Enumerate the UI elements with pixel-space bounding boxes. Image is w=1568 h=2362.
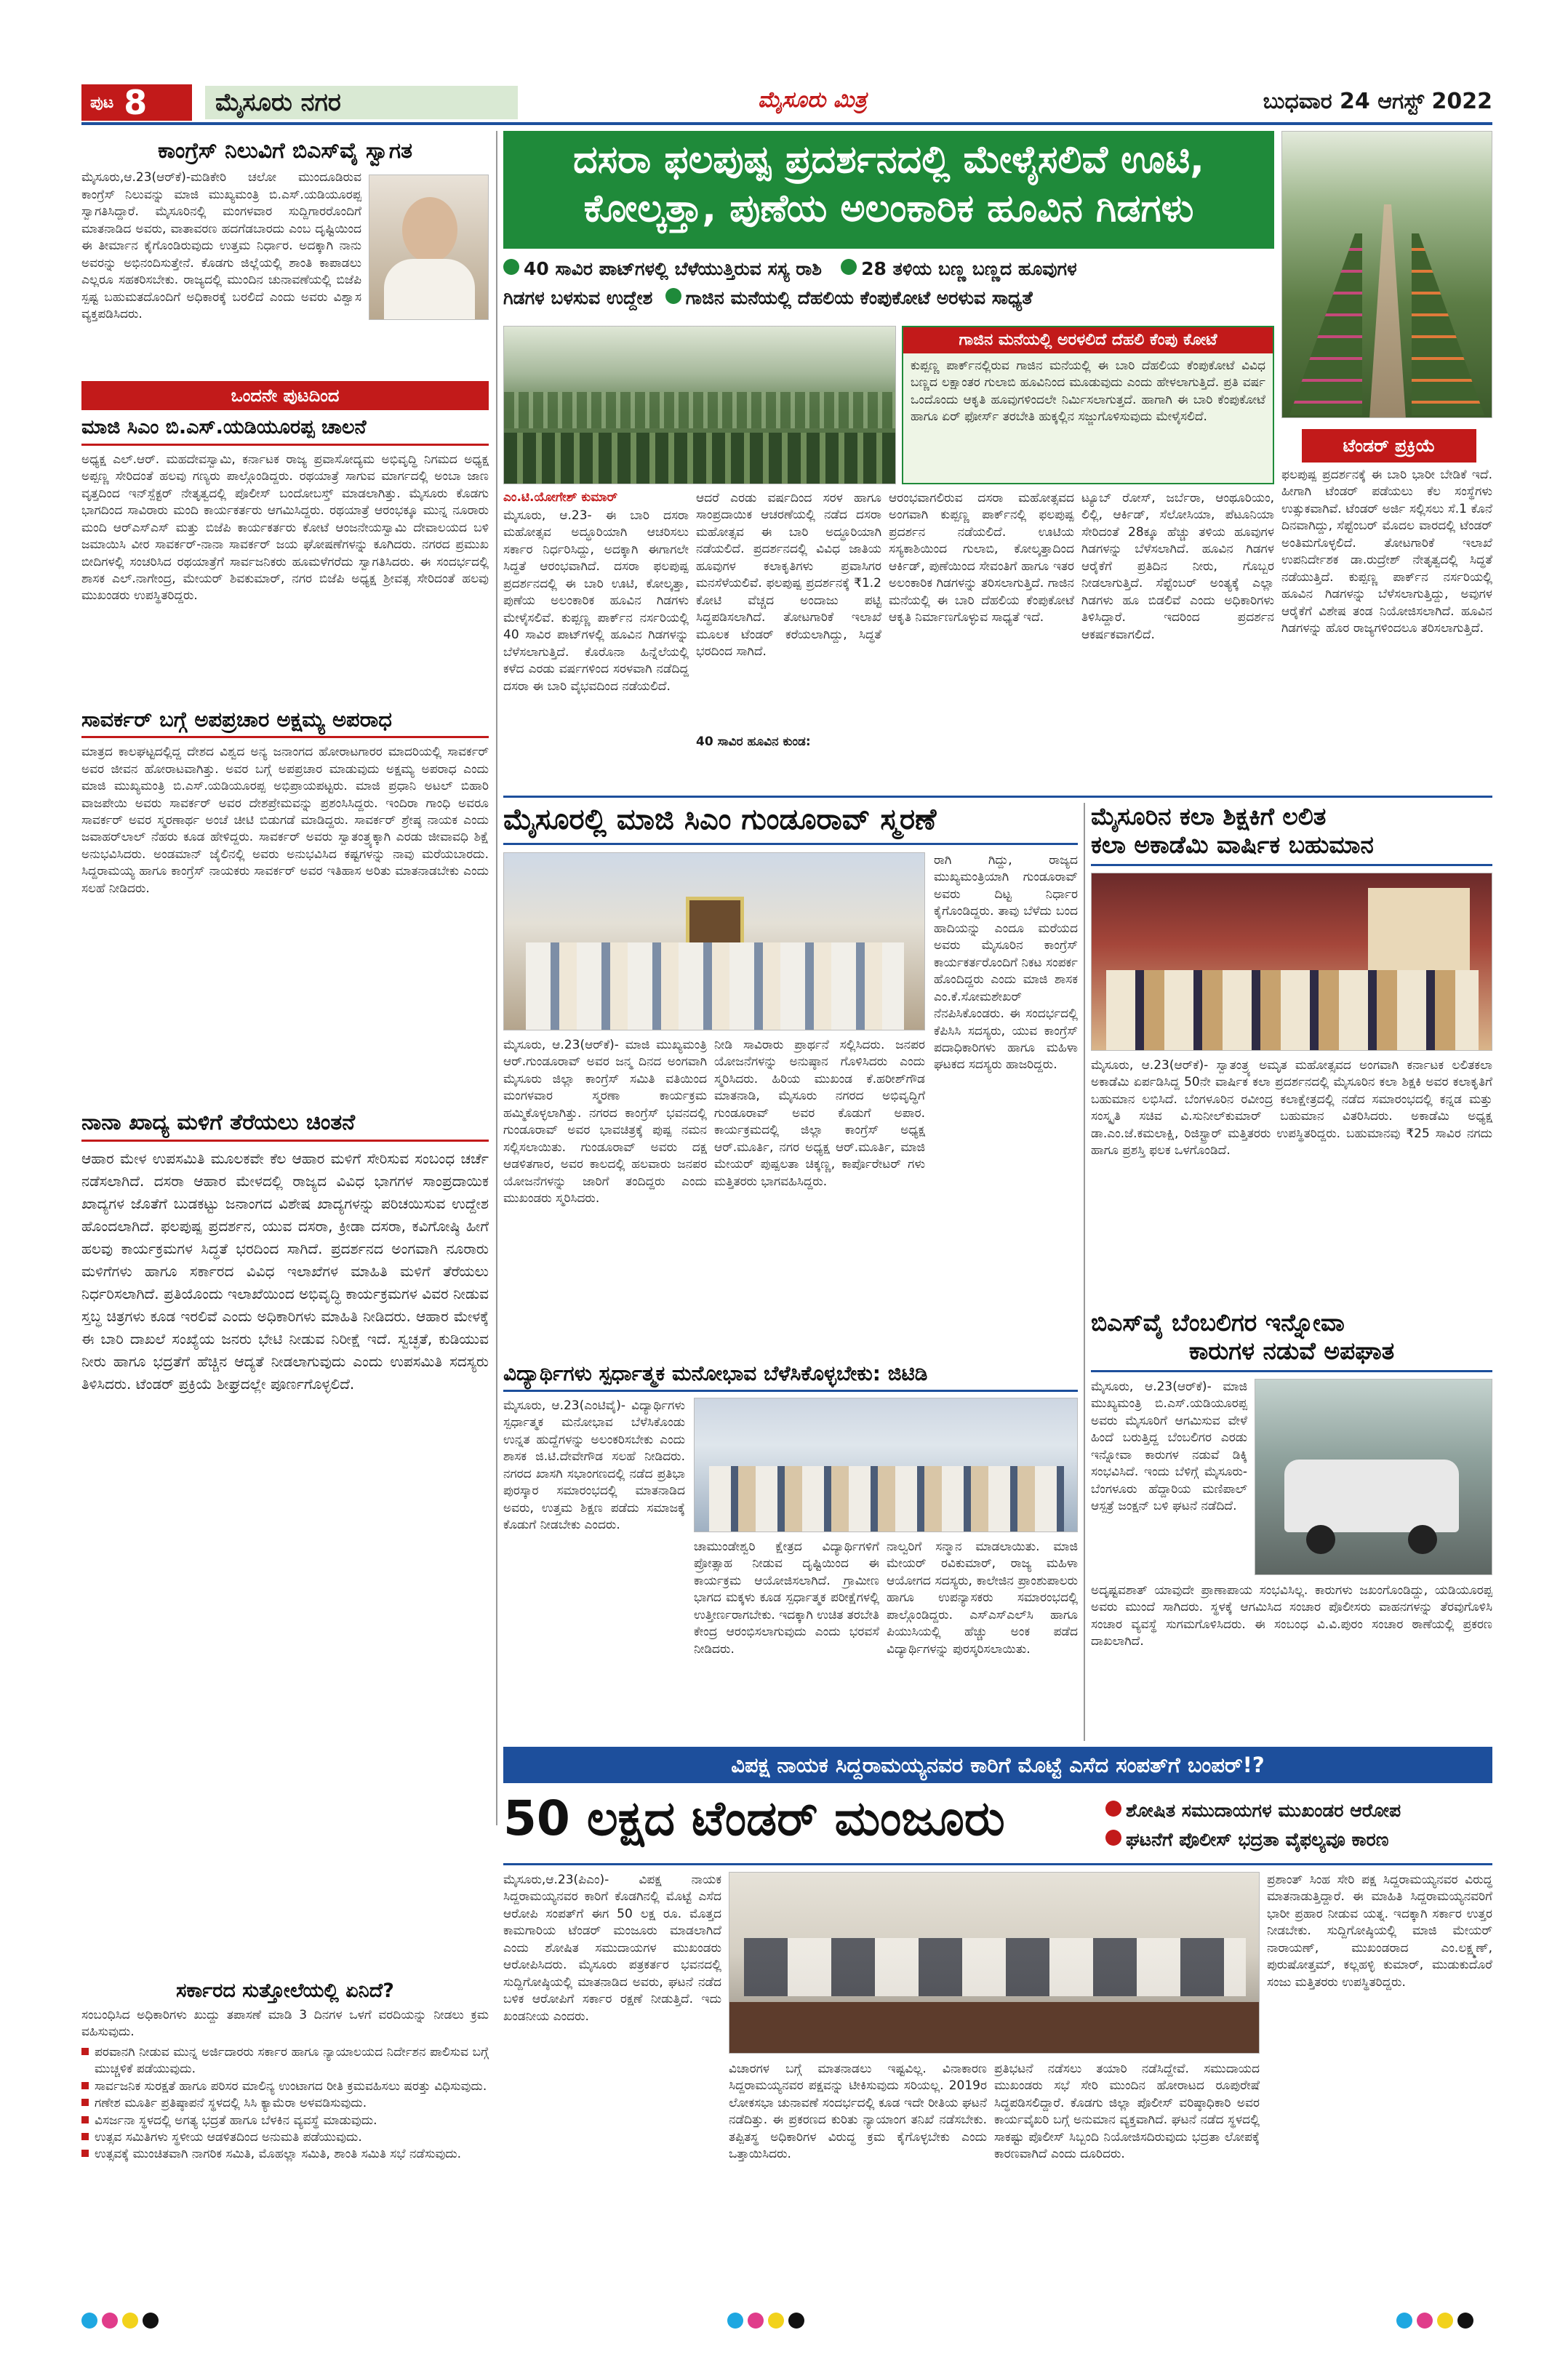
article-headline: ಸಾವರ್ಕರ್ ಬಗ್ಗೆ ಅಪಪ್ರಚಾರ ಅಕ್ಷಮ್ಯ ಅಪರಾಧ — [81, 707, 489, 738]
article-gundurao — [503, 803, 1078, 1356]
registration-marks-right — [1396, 2313, 1478, 2331]
continued-label: ಒಂದನೇ ಪುಟದಿಂದ — [231, 385, 340, 406]
article-bsy-tour — [81, 416, 489, 700]
column-divider — [496, 131, 497, 1825]
glasshouse-box — [902, 326, 1274, 484]
circular-points — [81, 2044, 489, 2163]
bumper-headline: 50 ಲಕ್ಷದ ಟೆಂಡರ್ ಮಂಜೂರು — [503, 1790, 1005, 1846]
article-headline-1: ಬಿಎಸ್‌ವೈ ಬೆಂಬಲಿಗರ ಇನ್ನೋವಾ — [1091, 1308, 1345, 1337]
article-innova — [1091, 1309, 1492, 1740]
registration-marks-left — [81, 2313, 163, 2331]
registration-marks-center — [727, 2313, 809, 2331]
article-headline: ಮೈಸೂರಲ್ಲಿ ಮಾಜಿ ಸಿಎಂ ಗುಂಡೂರಾವ್ ಸ್ಮರಣೆ — [503, 803, 1078, 845]
circular-intro: ಸಂಬಂಧಿಸಿದ ಅಧಿಕಾರಿಗಳು ಖುದ್ದು ತಪಾಸಣೆ ಮಾಡಿ 3 ದಿನಗಳ ಒಳಗೆ ವರದಿಯನ್ನು ನೀಡಲು ಕ್ರಮ ವಹಿಸುವುದು. — [81, 2007, 489, 2040]
bumper-points — [1105, 1796, 1492, 1854]
lead-col-3: ಆರಂಭವಾಗಲಿರುವ ದಸರಾ ಮಹೋತ್ಸವದ ಅಂಗವಾಗಿ ಕುಪ್ಪಣ್ಣ ಪಾರ್ಕ್‌ನಲ್ಲಿ ಫಲಪುಷ್ಪ ಪ್ರದರ್ಶನ ನಡೆಯಲಿದೆ. ಊಟಿಯ ಸಸ್ಯಕಾಶಿಯಿಂದ ಗುಲಾಬಿ, ಕೋಲ್ಕತ್ತಾದಿಂದ ಆರ್ಕಿಡ್, ಪುಣೆಯಿಂದ ಸೇವಂತಿಗೆ ಹಾಗೂ ಇತರ ಅಲಂಕಾರಿಕ ಗಿಡಗಳನ್ನು ತರಿಸಲಾಗುತ್ತಿದೆ. ಗಾಜಿನ ಮನೆಯಲ್ಲಿ ಈ ಬಾರಿ ದೆಹಲಿಯ ಕೆಂಪುಕೋಟೆ ಆಕೃತಿ ನಿರ್ಮಾಣಗೊಳ್ಳುವ ಸಾಧ್ಯತೆ ಇದೆ. — [889, 491, 1074, 625]
masthead — [81, 81, 1492, 125]
lead-col-1: ಮೈಸೂರು, ಆ.23- ಈ ಬಾರಿ ದಸರಾ ಮಹೋತ್ಸವ ಅದ್ಧೂರಿಯಾಗಿ ಆಚರಿಸಲು ಸರ್ಕಾರ ನಿರ್ಧರಿಸಿದ್ದು, ಅದಕ್ಕಾಗಿ ಈಗಾಗಲೇ ಸಿದ್ಧತೆ ಆರಂಭವಾಗಿದೆ. ದಸರಾ ಫಲಪುಷ್ಪ ಪ್ರದರ್ಶನದಲ್ಲಿ ಈ ಬಾರಿ ಊಟಿ, ಕೋಲ್ಕತ್ತಾ, ಪುಣೆಯ ಅಲಂಕಾರಿಕ ಹೂವಿನ ಗಿಡಗಳು ಮೇಳೈಸಲಿವೆ. ಕುಪ್ಪಣ್ಣ ಪಾರ್ಕ್‌ನ ನರ್ಸರಿಯಲ್ಲಿ 40 ಸಾವಿರ ಪಾಟ್‌ಗಳಲ್ಲಿ ಹೂವಿನ ಗಿಡಗಳನ್ನು ಬೆಳೆಸಲಾಗುತ್ತಿದೆ. ಕೊರೊನಾ ಹಿನ್ನೆಲೆಯಲ್ಲಿ ಕಳೆದ ಎರಡು ವರ್ಷಗಳಿಂದ ಸರಳವಾಗಿ ನಡೆದಿದ್ದ ದಸರಾ ಈ ಬಾರಿ ವೈಭವದಿಂದ ನಡೆಯಲಿದೆ. — [503, 508, 689, 694]
circular-point: ಉತ್ಸವ ಸಮಿತಿಗಳು ಸ್ಥಳೀಯ ಆಡಳಿತದಿಂದ ಅನುಮತಿ ಪಡೆಯುವುದು. — [81, 2129, 489, 2146]
bumper-col-3: ಪ್ರತಿಭಟನೆ ನಡೆಸಲು ತಯಾರಿ ನಡೆಸಿದ್ದೇವೆ. ಸಮುದಾಯದ ಮುಖಂಡರು ಸಭೆ ಸೇರಿ ಮುಂದಿನ ಹೋರಾಟದ ರೂಪುರೇಷೆ ಸಿದ್ಧಪಡಿಸಲಿದ್ದಾರೆ. ಕೊಡಗು ಜಿಲ್ಲಾ ಪೊಲೀಸ್ ವರಿಷ್ಠಾಧಿಕಾರಿ ಅವರ ಕಾರ್ಯವೈಖರಿ ಬಗ್ಗೆ ಅನುಮಾನ ವ್ಯಕ್ತವಾಗಿದೆ. ಘಟನೆ ನಡೆದ ಸ್ಥಳದಲ್ಲಿ ಸಾಕಷ್ಟು ಪೊಲೀಸ್ ಸಿಬ್ಬಂದಿ ನಿಯೋಜಿಸದಿರುವುದು ಭದ್ರತಾ ಲೋಪಕ್ಕೆ ಕಾರಣವಾಗಿದೆ ಎಂದು ದೂರಿದರು. — [994, 2062, 1260, 2162]
circular-point: ಗಣೇಶ ಮೂರ್ತಿ ಪ್ರತಿಷ್ಠಾಪನೆ ಸ್ಥಳದಲ್ಲಿ ಸಿಸಿ ಕ್ಯಾಮೆರಾ ಅಳವಡಿಸುವುದು. — [81, 2095, 489, 2112]
continued-banner — [81, 381, 489, 410]
students-event-photo — [694, 1398, 1078, 1532]
article-lalitha — [1091, 803, 1492, 1305]
lead-bullet-row: 40 ಸಾವಿರ ಪಾಟ್‌ಗಳಲ್ಲಿ ಬೆಳೆಯುತ್ತಿರುವ ಸಸ್ಯ ರಾಶಿ 28 ತಳಿಯ ಬಣ್ಣ ಬಣ್ಣದ ಹೂವುಗಳ — [503, 255, 1274, 284]
article-headline: ಸರ್ಕಾರದ ಸುತ್ತೋಲೆಯಲ್ಲಿ ಏನಿದೆ? — [176, 1979, 394, 2002]
gundurao-col-2: ನೀಡಿ ಸಾವಿರಾರು ಪ್ರಾರ್ಥನೆ ಸಲ್ಲಿಸಿದರು. ಜನಪರ ಯೋಜನೆಗಳನ್ನು ಅನುಷ್ಠಾನ ಗೊಳಿಸಿದರು ಎಂದು ಸ್ಮರಿಸಿದರು. ಹಿರಿಯ ಮುಖಂಡ ಕೆ.ಹರೀಶ್‌ಗೌಡ ಮಾತನಾಡಿ, ಮೈಸೂರು ನಗರದ ಅಭಿವೃದ್ಧಿಗೆ ಗುಂಡೂರಾವ್ ಅವರ ಕೊಡುಗೆ ಅಪಾರ. ಕಾರ್ಯಕ್ರಮದಲ್ಲಿ ಜಿಲ್ಲಾ ಕಾಂಗ್ರೆಸ್ ಅಧ್ಯಕ್ಷ ಆರ್.ಮೂರ್ತಿ, ನಗರ ಅಧ್ಯಕ್ಷ ಆರ್.ಮೂರ್ತಿ, ಮಾಜಿ ಮೇಯರ್ ಪುಷ್ಪಲತಾ ಚಿಕ್ಕಣ್ಣ, ಕಾರ್ಪೊರೇಟರ್ ಗಳು ಮತ್ತಿತರರು ಭಾಗವಹಿಸಿದ್ದರು. — [714, 1038, 925, 1189]
article-body: ಮೈಸೂರು,ಆ.23(ಆರ್‌ಕೆ)-ಮಡಿಕೇರಿ ಚಲೋ ಮುಂದೂಡಿರುವ ಕಾಂಗ್ರೆಸ್ ನಿಲುವನ್ನು ಮಾಜಿ ಮುಖ್ಯಮಂತ್ರಿ ಬಿ.ಎಸ್.ಯಡಿಯೂರಪ್ಪ ಸ್ವಾಗತಿಸಿದ್ದಾರೆ. ಮೈಸೂರಿನಲ್ಲಿ ಮಂಗಳವಾರ ಸುದ್ದಿಗಾರರೊಂದಿಗೆ ಮಾತನಾಡಿದ ಅವರು, ವಾತಾವರಣ ಹದಗೆಡಬಾರದು ಎಂಬ ದೃಷ್ಟಿಯಿಂದ ಈ ತೀರ್ಮಾನ ಕೈಗೊಂಡಿರುವುದು ಉತ್ತಮ ನಿರ್ಧಾರ. ಅದಕ್ಕಾಗಿ ನಾನು ಅವರನ್ನು ಅಭಿನಂದಿಸುತ್ತೇನೆ. ಕೊಡಗು ಜಿಲ್ಲೆಯಲ್ಲಿ ಶಾಂತಿ ಕಾಪಾಡಲು ಎಲ್ಲರೂ ಸಹಕರಿಸಬೇಕು. ರಾಜ್ಯದಲ್ಲಿ ಮುಂದಿನ ಚುನಾವಣೆಯಲ್ಲಿ ಬಿಜೆಪಿ ಸ್ಪಷ್ಟ ಬಹುಮತದೊಂದಿಗೆ ಅಧಿಕಾರಕ್ಕೆ ಬರಲಿದೆ ಎಂದು ಅವರು ವಿಶ್ವಾಸ ವ್ಯಕ್ತಪಡಿಸಿದರು. — [81, 170, 361, 322]
article-body: ಮೈಸೂರು, ಆ.23(ಆರ್‌ಕೆ)- ಸ್ವಾತಂತ್ರ್ಯ ಅಮೃತ ಮಹೋತ್ಸವದ ಅಂಗವಾಗಿ ಕರ್ನಾಟಕ ಲಲಿತಕಲಾ ಅಕಾಡೆಮಿ ಏರ್ಪಡಿಸಿದ್ದ 50ನೇ ವಾರ್ಷಿಕ ಕಲಾ ಪ್ರದರ್ಶನದಲ್ಲಿ ಮೈಸೂರಿನ ಕಲಾ ಶಿಕ್ಷಕಿ ಅವರ ಕಲಾಕೃತಿಗೆ ಬಹುಮಾನ ಲಭಿಸಿದೆ. ಬೆಂಗಳೂರಿನ ರವೀಂದ್ರ ಕಲಾಕ್ಷೇತ್ರದಲ್ಲಿ ನಡೆದ ಸಮಾರಂಭದಲ್ಲಿ ಕನ್ನಡ ಮತ್ತು ಸಂಸ್ಕೃತಿ ಸಚಿವ ವಿ.ಸುನೀಲ್‌ಕುಮಾರ್ ಬಹುಮಾನ ವಿತರಿಸಿದರು. ಅಕಾಡೆಮಿ ಅಧ್ಯಕ್ಷ ಡಾ.ಎಂ.ಜೆ.ಕಮಲಾಕ್ಷಿ, ರಿಜಿಸ್ಟ್ರಾರ್ ಮತ್ತಿತರರು ಉಪಸ್ಥಿತರಿದ್ದರು. ಬಹುಮಾನವು ₹25 ಸಾವಿರ ನಗದು ಹಾಗೂ ಪ್ರಶಸ್ತಿ ಫಲಕ ಒಳಗೊಂಡಿದೆ. — [1091, 1058, 1492, 1158]
article-headline-2: ಕಾರುಗಳ ನಡುವೆ ಅಪಘಾತ — [1091, 1337, 1492, 1372]
lead-byline: ಎಂ.ಟಿ.ಯೋಗೇಶ್ ಕುಮಾರ್ — [503, 490, 618, 505]
circular-point: ಪರವಾನಗಿ ನೀಡುವ ಮುನ್ನ ಅರ್ಜಿದಾರರು ಸರ್ಕಾರ ಹಾಗೂ ನ್ಯಾಯಾಲಯದ ನಿರ್ದೇಶನ ಪಾಲಿಸುವ ಬಗ್ಗೆ ಮುಚ್ಚಳಿಕೆ ಪಡೆಯುವುದು. — [81, 2044, 489, 2078]
bullet-dot — [1105, 1801, 1121, 1817]
glasshouse-headline: ಗಾಜಿನ ಮನೆಯಲ್ಲಿ ಅರಳಲಿದೆ ದೆಹಲಿ ಕೆಂಪು ಕೋಟೆ — [903, 327, 1273, 353]
bumper-strip — [503, 1747, 1492, 1783]
lead-headline-line1: ದಸರಾ ಫಲಪುಷ್ಪ ಪ್ರದರ್ಶನದಲ್ಲಿ ಮೇಳೈಸಲಿವೆ ಊಟಿ, — [573, 138, 1204, 182]
circular-point: ಸಾರ್ವಜನಿಕ ಸುರಕ್ಷತೆ ಹಾಗೂ ಪರಿಸರ ಮಾಲಿನ್ಯ ಉಂಟಾಗದ ರೀತಿ ಕ್ರಮವಹಿಸಲು ಷರತ್ತು ವಿಧಿಸುವುದು. — [81, 2078, 489, 2095]
bullet-dot — [665, 288, 681, 304]
article-headline-2: ಕಲಾ ಅಕಾಡೆಮಿ ವಾರ್ಷಿಕ ಬಹುಮಾನ — [1091, 831, 1492, 866]
article-savarkar — [81, 707, 489, 1100]
lead-bullets — [503, 255, 1274, 320]
tender-badge: ಟೆಂಡರ್ ಪ್ರಕ್ರಿಯೆ — [1302, 429, 1476, 463]
award-ceremony-photo — [1091, 873, 1492, 1051]
tender-body: ಫಲಪುಷ್ಪ ಪ್ರದರ್ಶನಕ್ಕೆ ಈ ಬಾರಿ ಭಾರೀ ಬೇಡಿಕೆ ಇದೆ. ಹೀಗಾಗಿ ಟೆಂಡರ್ ಪಡೆಯಲು ಕೆಲ ಸಂಸ್ಥೆಗಳು ಉತ್ಸುಕವಾಗಿವೆ. ಟೆಂಡರ್ ಅರ್ಜಿ ಸಲ್ಲಿಸಲು ಸೆ.1 ಕೊನೆ ದಿನವಾಗಿದ್ದು, ಸೆಪ್ಟೆಂಬರ್ ಮೊದಲ ವಾರದಲ್ಲಿ ಟೆಂಡರ್ ಅಂತಿಮಗೊಳ್ಳಲಿದೆ. ತೋಟಗಾರಿಕೆ ಇಲಾಖೆ ಉಪನಿರ್ದೇಶಕ ಡಾ.ರುದ್ರೇಶ್ ನೇತೃತ್ವದಲ್ಲಿ ಸಿದ್ಧತೆ ನಡೆಯುತ್ತಿದೆ. ಕುಪ್ಪಣ್ಣ ಪಾರ್ಕ್‌ನ ನರ್ಸರಿಯಲ್ಲಿ ಹೂವಿನ ಗಿಡಗಳನ್ನು ಬೆಳೆಸಲಾಗುತ್ತಿದ್ದು, ಅವುಗಳ ಆರೈಕೆಗೆ ವಿಶೇಷ ತಂಡ ನಿಯೋಜಿಸಲಾಗಿದೆ. ಹೂವಿನ ಗಿಡಗಳನ್ನು ಹೊರ ರಾಜ್ಯಗಳಿಂದಲೂ ತರಿಸಲಾಗುತ್ತಿದೆ. — [1281, 468, 1492, 636]
students-col-2: ಚಾಮುಂಡೇಶ್ವರಿ ಕ್ಷೇತ್ರದ ವಿದ್ಯಾರ್ಥಿಗಳಿಗೆ ಪ್ರೋತ್ಸಾಹ ನೀಡುವ ದೃಷ್ಟಿಯಿಂದ ಈ ಕಾರ್ಯಕ್ರಮ ಆಯೋಜಿಸಲಾಗಿದೆ. ಗ್ರಾಮೀಣ ಭಾಗದ ಮಕ್ಕಳು ಕೂಡ ಸ್ಪರ್ಧಾತ್ಮಕ ಪರೀಕ್ಷೆಗಳಲ್ಲಿ ಉತ್ತೀರ್ಣರಾಗಬೇಕು. ಇದಕ್ಕಾಗಿ ಉಚಿತ ತರಬೇತಿ ಕೇಂದ್ರ ಆರಂಭಿಸಲಾಗುವುದು ಎಂದು ಭರವಸೆ ನೀಡಿದರು. — [694, 1540, 879, 1657]
lead-headline-line2: ಕೋಲ್ಕತ್ತಾ, ಪುಣೆಯ ಅಲಂಕಾರಿಕ ಹೂವಿನ ಗಿಡಗಳು — [583, 187, 1194, 231]
page-label: ಪುಟ — [90, 93, 114, 112]
innova-col-1: ಮೈಸೂರು, ಆ.23(ಆರ್‌ಕೆ)- ಮಾಜಿ ಮುಖ್ಯಮಂತ್ರಿ ಬಿ.ಎಸ್.ಯಡಿಯೂರಪ್ಪ ಅವರು ಮೈಸೂರಿಗೆ ಆಗಮಿಸುವ ವೇಳೆ ಹಿಂದೆ ಬರುತ್ತಿದ್ದ ಬೆಂಬಲಿಗರ ಎರಡು ಇನ್ನೋವಾ ಕಾರುಗಳ ನಡುವೆ ಡಿಕ್ಕಿ ಸಂಭವಿಸಿದೆ. ಇಂದು ಬೆಳಿಗ್ಗೆ ಮೈಸೂರು-ಬೆಂಗಳೂರು ಹೆದ್ದಾರಿಯ ಮಣಿಪಾಲ್ ಆಸ್ಪತ್ರೆ ಜಂಕ್ಷನ್ ಬಳಿ ಘಟನೆ ನಡೆದಿದೆ. — [1091, 1380, 1247, 1514]
section-rule — [503, 796, 1492, 798]
article-headline-1: ಮೈಸೂರಿನ ಕಲಾ ಶಿಕ್ಷಕಿಗೆ ಲಲಿತ — [1091, 802, 1327, 830]
article-food — [81, 1110, 489, 1968]
bumper-col-4: ಪ್ರಶಾಂತ್ ಸಿಂಹ ಸೇರಿ ಪಕ್ಷ ಸಿದ್ದರಾಮಯ್ಯನವರ ವಿರುದ್ಧ ಮಾತನಾಡುತ್ತಿದ್ದಾರೆ. ಈ ಮಾಹಿತಿ ಸಿದ್ದರಾಮಯ್ಯನವರಿಗೆ ಭಾರೀ ಪ್ರಹಾರ ನೀಡುವ ಯತ್ನ. ಇದಕ್ಕಾಗಿ ಸರ್ಕಾರ ಉತ್ತರ ನೀಡಬೇಕು. ಸುದ್ದಿಗೋಷ್ಠಿಯಲ್ಲಿ ಮಾಜಿ ಮೇಯರ್ ನಾರಾಯಣ್, ಮುಖಂಡರಾದ ಎಂ.ಲಕ್ಷ್ಮಣ್, ಪುರುಷೋತ್ತಮ್, ಕಲ್ಲಹಳ್ಳಿ ಕುಮಾರ್, ಮುಡುಕುದೊರೆ ಸಂಜು ಮತ್ತಿತರರು ಉಪಸ್ಥಿತರಿದ್ದರು. — [1267, 1873, 1492, 1990]
page-number-badge — [81, 84, 192, 121]
accident-photo — [1255, 1379, 1492, 1575]
bullet-dot — [1105, 1830, 1121, 1846]
lead-col-2: ಆದರೆ ಎರಡು ವರ್ಷದಿಂದ ಸರಳ ಹಾಗೂ ಸಾಂಪ್ರದಾಯಿಕ ಆಚರಣೆಯಲ್ಲಿ ನಡೆದ ದಸರಾ ಮಹೋತ್ಸವ ಈ ಬಾರಿ ಅದ್ಧೂರಿಯಾಗಿ ನಡೆಯಲಿದೆ. ಪ್ರದರ್ಶನದಲ್ಲಿ ವಿವಿಧ ಜಾತಿಯ ಹೂವುಗಳ ಕಲಾಕೃತಿಗಳು ಪ್ರವಾಸಿಗರ ಮನಸೆಳೆಯಲಿವೆ. ಫಲಪುಷ್ಪ ಪ್ರದರ್ಶನಕ್ಕೆ ₹1.2 ಕೋಟಿ ವೆಚ್ಚದ ಅಂದಾಜು ಪಟ್ಟಿ ಸಿದ್ಧಪಡಿಸಲಾಗಿದೆ. ತೋಟಗಾರಿಕೆ ಇಲಾಖೆ ಮೂಲಕ ಟೆಂಡರ್ ಕರೆಯಲಾಗಿದ್ದು, ಸಿದ್ಧತೆ ಭರದಿಂದ ಸಾಗಿದೆ. — [696, 491, 881, 660]
paper-logo: ಮೈಸೂರು ಮಿತ್ರ — [758, 87, 867, 113]
article-congress — [81, 138, 489, 378]
article-headline: ವಿದ್ಯಾರ್ಥಿಗಳು ಸ್ಪರ್ಧಾತ್ಮಕ ಮನೋಭಾವ ಬೆಳೆಸಿಕೊಳ್ಳಬೇಕು: ಜಿಟಿಡಿ — [503, 1361, 1078, 1392]
article-body: ಅಧ್ಯಕ್ಷ ಎಲ್.ಆರ್. ಮಹದೇವಸ್ವಾಮಿ, ಕರ್ನಾಟಕ ರಾಜ್ಯ ಪ್ರವಾಸೋದ್ಯಮ ಅಭಿವೃದ್ಧಿ ನಿಗಮದ ಅಧ್ಯಕ್ಷ ಅಪ್ಪಣ್ಣ ಸೇರಿದಂತೆ ಹಲವು ಗಣ್ಯರು ಪಾಲ್ಗೊಂಡಿದ್ದರು. ರಥಯಾತ್ರೆ ಸಾಗುವ ಮಾರ್ಗದಲ್ಲಿ ಅಂಬಾ ಜಾಣ ವೃತ್ತದಿಂದ ಇನ್‌ಸ್ಪೆಕ್ಟರ್ ನೇತೃತ್ವದಲ್ಲಿ ಪೊಲೀಸ್ ಬಂದೋಬಸ್ತ್ ಮಾಡಲಾಗಿತ್ತು. ಮೈಸೂರು ಕೊಡಗು ಭಾಗದಿಂದ ಸಾವಿರಾರು ಮಂದಿ ಕಾರ್ಯಕರ್ತರು ಆಗಮಿಸಿದ್ದರು. ರಥಯಾತ್ರೆ ಆರಂಭಕ್ಕೂ ಮುನ್ನ ನೂರಾರು ಮಂದಿ ಆರ್‌ಎಸ್‌ಎಸ್ ಮತ್ತು ಬಿಜೆಪಿ ಕಾರ್ಯಕರ್ತರು ಕೋಟೆ ಆಂಜನೇಯಸ್ವಾಮಿ ದೇವಾಲಯದ ಬಳಿ ಜಮಾಯಿಸಿ ವೀರ ಸಾವರ್ಕರ್-ನಾನಾ ಸಾವರ್ಕರ್ ಜಯ ಘೋಷಣೆಗಳನ್ನು ಕೂಗಿದರು. ನಗರದ ಪ್ರಮುಖ ಬೀದಿಗಳಲ್ಲಿ ಸಂಚರಿಸಿದ ರಥಯಾತ್ರೆಗೆ ಸಾರ್ವಜನಿಕರು ಹೂಮಳೆಗರೆದು ಸ್ವಾಗತಿಸಿದರು. ಈ ಸಂದರ್ಭದಲ್ಲಿ ಶಾಸಕ ಎಲ್.ನಾಗೇಂದ್ರ, ಮೇಯರ್ ಶಿವಕುಮಾರ್, ನಗರ ಬಿಜೆಪಿ ಅಧ್ಯಕ್ಷ ಶ್ರೀವತ್ಸ ಸೇರಿದಂತೆ ಹಲವು ಮುಖಂಡರು ಉಪಸ್ಥಿತರಿದ್ದರು. — [81, 452, 489, 604]
bumper-strip-text: ವಿಪಕ್ಷ ನಾಯಕ ಸಿದ್ದರಾಮಯ್ಯನವರ ಕಾರಿಗೆ ಮೊಟ್ಟೆ ಎಸೆದ ಸಂಪತ್‌ಗೆ ಬಂಪರ್!? — [731, 1753, 1265, 1777]
column-divider — [1084, 803, 1085, 1741]
section-rule — [503, 1863, 1492, 1865]
garden-path-photo — [1281, 131, 1492, 418]
gundurao-col-1: ಮೈಸೂರು, ಆ.23(ಆರ್‌ಕೆ)- ಮಾಜಿ ಮುಖ್ಯಮಂತ್ರಿ ಆರ್.ಗುಂಡೂರಾವ್ ಅವರ ಜನ್ಮ ದಿನದ ಅಂಗವಾಗಿ ಮೈಸೂರು ಜಿಲ್ಲಾ ಕಾಂಗ್ರೆಸ್ ಸಮಿತಿ ವತಿಯಿಂದ ಮಂಗಳವಾರ ಸ್ಮರಣಾ ಕಾರ್ಯಕ್ರಮ ಹಮ್ಮಿಕೊಳ್ಳಲಾಗಿತ್ತು. ನಗರದ ಕಾಂಗ್ರೆಸ್ ಭವನದಲ್ಲಿ ಗುಂಡೂರಾವ್ ಅವರ ಭಾವಚಿತ್ರಕ್ಕೆ ಪುಷ್ಪ ನಮನ ಸಲ್ಲಿಸಲಾಯಿತು. ಗುಂಡೂರಾವ್ ಅವರು ದಕ್ಷ ಆಡಳಿತಗಾರ, ಅವರ ಕಾಲದಲ್ಲಿ ಹಲವಾರು ಜನಪರ ಯೋಜನೆಗಳನ್ನು ಜಾರಿಗೆ ತಂದಿದ್ದರು ಎಂದು ಮುಖಂಡರು ಸ್ಮರಿಸಿದರು. — [503, 1038, 707, 1206]
press-meet-photo — [729, 1872, 1260, 2054]
bumper-point: ಶೋಷಿತ ಸಮುದಾಯಗಳ ಮುಖಂಡರ ಆರೋಪ — [1105, 1796, 1492, 1825]
gundurao-col-3: ರಾಗಿ ಗಿದ್ದು, ರಾಜ್ಯದ ಮುಖ್ಯಮಂತ್ರಿಯಾಗಿ ಗುಂಡೂರಾವ್ ಅವರು ದಿಟ್ಟ ನಿರ್ಧಾರ ಕೈಗೊಂಡಿದ್ದರು. ತಾವು ಬೆಳೆದು ಬಂದ ಹಾದಿಯನ್ನು ಎಂದೂ ಮರೆಯದ ಅವರು ಮೈಸೂರಿನ ಕಾಂಗ್ರೆಸ್ ಕಾರ್ಯಕರ್ತರೊಂದಿಗೆ ನಿಕಟ ಸಂಪರ್ಕ ಹೊಂದಿದ್ದರು ಎಂದು ಮಾಜಿ ಶಾಸಕ ಎಂ.ಕೆ.ಸೋಮಶೇಖರ್ ನೆನಪಿಸಿಕೊಂಡರು. ಈ ಸಂದರ್ಭದಲ್ಲಿ ಕೆಪಿಸಿಸಿ ಸದಸ್ಯರು, ಯುವ ಕಾಂಗ್ರೆಸ್ ಪದಾಧಿಕಾರಿಗಳು ಹಾಗೂ ಮಹಿಳಾ ಘಟಕದ ಸದಸ್ಯರು ಹಾಜರಿದ್ದರು. — [934, 853, 1078, 1073]
bumper-col-2: ವಿಚಾರಗಳ ಬಗ್ಗೆ ಮಾತನಾಡಲು ಇಷ್ಟವಿಲ್ಲ. ವಿನಾಕಾರಣ ಸಿದ್ದರಾಮಯ್ಯನವರ ಪಕ್ಷವನ್ನು ಟೀಕಿಸುವುದು ಸರಿಯಲ್ಲ. 2019ರ ಲೋಕಸಭಾ ಚುನಾವಣೆ ಸಂದರ್ಭದಲ್ಲಿ ಕೂಡ ಇದೇ ರೀತಿಯ ಘಟನೆ ನಡೆದಿತ್ತು. ಈ ಪ್ರಕರಣದ ಕುರಿತು ನ್ಯಾಯಾಂಗ ತನಿಖೆ ನಡೆಸಬೇಕು. ತಪ್ಪಿತಸ್ಥ ಅಧಿಕಾರಿಗಳ ವಿರುದ್ಧ ಕ್ರಮ ಕೈಗೊಳ್ಳಬೇಕು ಎಂದು ಒತ್ತಾಯಿಸಿದರು. — [729, 2062, 987, 2162]
lead-bullet-row: ಗಿಡಗಳ ಬಳಸುವ ಉದ್ದೇಶ ಗಾಜಿನ ಮನೆಯಲ್ಲಿ ದೆಹಲಿಯ ಕೆಂಪುಕೋಟೆ ಅರಳುವ ಸಾಧ್ಯತೆ — [503, 287, 1033, 308]
article-headline: ಮಾಜಿ ಸಿಎಂ ಬಿ.ಎಸ್.ಯಡಿಯೂರಪ್ಪ ಚಾಲನೆ — [81, 416, 489, 446]
lead-headline-box — [503, 131, 1274, 249]
innova-col-2: ಅದೃಷ್ಟವಶಾತ್ ಯಾವುದೇ ಪ್ರಾಣಾಪಾಯ ಸಂಭವಿಸಿಲ್ಲ. ಕಾರುಗಳು ಜಖಂಗೊಂಡಿದ್ದು, ಯಡಿಯೂರಪ್ಪ ಅವರು ಮುಂದೆ ಸಾಗಿದರು. ಸ್ಥಳಕ್ಕೆ ಆಗಮಿಸಿದ ಸಂಚಾರ ಪೊಲೀಸರು ವಾಹನಗಳನ್ನು ತೆರವುಗೊಳಿಸಿ ಸಂಚಾರ ವ್ಯವಸ್ಥೆ ಸುಗಮಗೊಳಿಸಿದರು. ಈ ಸಂಬಂಧ ವಿ.ವಿ.ಪುರಂ ಸಂಚಾರ ಠಾಣೆಯಲ್ಲಿ ಪ್ರಕರಣ ದಾಖಲಾಗಿದೆ. — [1091, 1583, 1492, 1649]
article-headline: ನಾನಾ ಖಾದ್ಯ ಮಳಿಗೆ ತೆರೆಯಲು ಚಿಂತನೆ — [81, 1110, 489, 1142]
students-col-3: ನಾಲ್ವರಿಗೆ ಸನ್ಮಾನ ಮಾಡಲಾಯಿತು. ಮಾಜಿ ಮೇಯರ್ ರವಿಕುಮಾರ್, ರಾಜ್ಯ ಮಹಿಳಾ ಆಯೋಗದ ಸದಸ್ಯರು, ಕಾಲೇಜಿನ ಪ್ರಾಂಶುಪಾಲರು ಹಾಗೂ ಉಪನ್ಯಾಸಕರು ಸಮಾರಂಭದಲ್ಲಿ ಪಾಲ್ಗೊಂಡಿದ್ದರು. ಎಸ್‌ಎಸ್‌ಎಲ್‌ಸಿ ಹಾಗೂ ಪಿಯುಸಿಯಲ್ಲಿ ಹೆಚ್ಚು ಅಂಕ ಪಡೆದ ವಿದ್ಯಾರ್ಥಿಗಳನ್ನು ಪುರಸ್ಕರಿಸಲಾಯಿತು. — [887, 1540, 1078, 1657]
bumper-col-1: ಮೈಸೂರು,ಆ.23(ಪಿಎಂ)- ವಿಪಕ್ಷ ನಾಯಕ ಸಿದ್ದರಾಮಯ್ಯನವರ ಕಾರಿಗೆ ಕೊಡಗಿನಲ್ಲಿ ಮೊಟ್ಟೆ ಎಸೆದ ಆರೋಪಿ ಸಂಪತ್‌ಗೆ ಈಗ 50 ಲಕ್ಷ ರೂ. ಮೊತ್ತದ ಕಾಮಗಾರಿಯ ಟೆಂಡರ್ ಮಂಜೂರು ಮಾಡಲಾಗಿದೆ ಎಂದು ಶೋಷಿತ ಸಮುದಾಯಗಳ ಮುಖಂಡರು ಆರೋಪಿಸಿದರು. ಮೈಸೂರು ಪತ್ರಕರ್ತರ ಭವನದಲ್ಲಿ ಸುದ್ದಿಗೋಷ್ಠಿಯಲ್ಲಿ ಮಾತನಾಡಿದ ಅವರು, ಘಟನೆ ನಡೆದ ಬಳಿಕ ಆರೋಪಿಗೆ ಸರ್ಕಾರ ರಕ್ಷಣೆ ನೀಡುತ್ತಿದೆ. ಇದು ಖಂಡನೀಯ ಎಂದರು. — [503, 1873, 721, 2024]
bumper-point: ಘಟನೆಗೆ ಪೊಲೀಸ್ ಭದ್ರತಾ ವೈಫಲ್ಯವೂ ಕಾರಣ — [1105, 1825, 1492, 1854]
article-govt-circular — [81, 1979, 489, 2270]
gundurao-tribute-photo — [503, 852, 925, 1030]
section-name: ಮೈಸೂರು ನಗರ — [205, 86, 518, 119]
circular-point: ವಿಸರ್ಜನಾ ಸ್ಥಳದಲ್ಲಿ ಅಗತ್ಯ ಭದ್ರತೆ ಹಾಗೂ ಬೆಳಕಿನ ವ್ಯವಸ್ಥೆ ಮಾಡುವುದು. — [81, 2113, 489, 2129]
nursery-photo — [503, 326, 896, 484]
article-headline: ಕಾಂಗ್ರೆಸ್ ನಿಲುವಿಗೆ ಬಿಎಸ್‌ವೈ ಸ್ವಾಗತ — [157, 138, 413, 164]
bullet-dot — [503, 259, 519, 275]
issue-date: ಬುಧವಾರ 24 ಆಗಸ್ಟ್ 2022 — [1263, 89, 1492, 114]
lead-submarker: 40 ಸಾವಿರ ಹೂವಿನ ಕುಂಡ: — [696, 734, 811, 749]
students-col-1: ಮೈಸೂರು, ಆ.23(ಎಂಟಿವೈ)- ವಿದ್ಯಾರ್ಥಿಗಳು ಸ್ಪರ್ಧಾತ್ಮಕ ಮನೋಭಾವ ಬೆಳೆಸಿಕೊಂಡು ಉನ್ನತ ಹುದ್ದೆಗಳನ್ನು ಅಲಂಕರಿಸಬೇಕು ಎಂದು ಶಾಸಕ ಜಿ.ಟಿ.ದೇವೇಗೌಡ ಸಲಹೆ ನೀಡಿದರು. ನಗರದ ಖಾಸಗಿ ಸಭಾಂಗಣದಲ್ಲಿ ನಡೆದ ಪ್ರತಿಭಾ ಪುರಸ್ಕಾರ ಸಮಾರಂಭದಲ್ಲಿ ಮಾತನಾಡಿದ ಅವರು, ಉತ್ತಮ ಶಿಕ್ಷಣ ಪಡೆದು ಸಮಾಜಕ್ಕೆ ಕೊಡುಗೆ ನೀಡಬೇಕು ಎಂದರು. — [503, 1398, 685, 1533]
article-body: ಮಾತ್ರದ ಕಾಲಘಟ್ಟದಲ್ಲಿದ್ದ ದೇಶದ ವಿಶ್ವದ ಅನ್ಯ ಜನಾಂಗದ ಹೋರಾಟಗಾರರ ಮಾದರಿಯಲ್ಲಿ ಸಾವರ್ಕರ್ ಅವರ ಜೀವನ ಹೋರಾಟವಾಗಿತ್ತು. ಅವರ ಬಗ್ಗೆ ಅಪಪ್ರಚಾರ ಮಾಡುವುದು ಅಕ್ಷಮ್ಯ ಅಪರಾಧ ಎಂದು ಮಾಜಿ ಮುಖ್ಯಮಂತ್ರಿ ಬಿ.ಎಸ್.ಯಡಿಯೂರಪ್ಪ ಅಭಿಪ್ರಾಯಪಟ್ಟರು. ಮಾಜಿ ಪ್ರಧಾನಿ ಅಟಲ್ ಬಿಹಾರಿ ವಾಜಪೇಯಿ ಅವರು ಸಾವರ್ಕರ್ ಅವರ ದೇಶಪ್ರೇಮವನ್ನು ಪ್ರಶಂಸಿಸಿದ್ದರು. ಇಂದಿರಾ ಗಾಂಧಿ ಅವರೂ ಸಾವರ್ಕರ್ ಅವರ ಸ್ಮರಣಾರ್ಥ ಅಂಚೆ ಚೀಟಿ ಬಿಡುಗಡೆ ಮಾಡಿದ್ದರು. ಸಾವರ್ಕರ್ ಶ್ರೇಷ್ಠ ನಾಯಕ ಎಂದು ಜವಾಹರ್‌ಲಾಲ್ ನೆಹರು ಕೂಡ ಹೇಳಿದ್ದರು. ಸಾವರ್ಕರ್ ಅವರು ಸ್ವಾತಂತ್ರ್ಯಕ್ಕಾಗಿ ಎರಡು ಜೀವಾವಧಿ ಶಿಕ್ಷೆ ಅನುಭವಿಸಿದರು. ಅಂಡಮಾನ್ ಜೈಲಿನಲ್ಲಿ ಅವರು ಅನುಭವಿಸಿದ ಕಷ್ಟಗಳನ್ನು ನಾವು ಮರೆಯಬಾರದು. ಸಿದ್ದರಾಮಯ್ಯ ಹಾಗೂ ಕಾಂಗ್ರೆಸ್ ನಾಯಕರು ಸಾವರ್ಕರ್ ಅವರ ಇತಿಹಾಸ ಅರಿತು ಮಾತನಾಡಬೇಕು ಎಂದು ಸಲಹೆ ನೀಡಿದರು. — [81, 745, 489, 896]
article-body: ಆಹಾರ ಮೇಳ ಉಪಸಮಿತಿ ಮೂಲಕವೇ ಕೆಲ ಆಹಾರ ಮಳಿಗೆ ಸೇರಿಸುವ ಸಂಬಂಧ ಚರ್ಚೆ ನಡೆಸಲಾಗಿದೆ. ದಸರಾ ಆಹಾರ ಮೇಳದಲ್ಲಿ ರಾಜ್ಯದ ವಿವಿಧ ಭಾಗಗಳ ಸಾಂಪ್ರದಾಯಿಕ ಖಾದ್ಯಗಳ ಜೊತೆಗೆ ಬುಡಕಟ್ಟು ಜನಾಂಗದ ವಿಶೇಷ ಖಾದ್ಯಗಳನ್ನು ಪರಿಚಯಿಸುವ ಉದ್ದೇಶ ಹೊಂದಲಾಗಿದೆ. ಫಲಪುಷ್ಪ ಪ್ರದರ್ಶನ, ಯುವ ದಸರಾ, ಕ್ರೀಡಾ ದಸರಾ, ಕವಿಗೋಷ್ಠಿ ಹೀಗೆ ಹಲವು ಕಾರ್ಯಕ್ರಮಗಳ ಸಿದ್ಧತೆ ಭರದಿಂದ ಸಾಗಿದೆ. ಪ್ರದರ್ಶನದ ಅಂಗವಾಗಿ ನೂರಾರು ಮಳಿಗೆಗಳು ಹಾಗೂ ಸರ್ಕಾರದ ವಿವಿಧ ಇಲಾಖೆಗಳ ಮಾಹಿತಿ ಮಳಿಗೆ ತೆರೆಯಲು ನಿರ್ಧರಿಸಲಾಗಿದೆ. ಪ್ರತಿಯೊಂದು ಇಲಾಖೆಯಿಂದ ಅಭಿವೃದ್ಧಿ ಕಾರ್ಯಕ್ರಮಗಳ ವಿವರ ನೀಡುವ ಸ್ತಬ್ಧ ಚಿತ್ರಗಳು ಕೂಡ ಇರಲಿವೆ ಎಂದು ಅಧಿಕಾರಿಗಳು ಮಾಹಿತಿ ನೀಡಿದರು. ಆಹಾರ ಮೇಳಕ್ಕೆ ಈ ಬಾರಿ ದಾಖಲೆ ಸಂಖ್ಯೆಯ ಜನರು ಭೇಟಿ ನೀಡುವ ನಿರೀಕ್ಷೆ ಇದೆ. ಸ್ವಚ್ಛತೆ, ಕುಡಿಯುವ ನೀರು ಹಾಗೂ ಭದ್ರತೆಗೆ ಹೆಚ್ಚಿನ ಆದ್ಯತೆ ನೀಡಲಾಗುವುದು ಎಂದು ಉಪಸಮಿತಿ ಸದಸ್ಯರು ತಿಳಿಸಿದರು. ಟೆಂಡರ್ ಪ್ರಕ್ರಿಯೆ ಶೀಘ್ರದಲ್ಲೇ ಪೂರ್ಣಗೊಳ್ಳಲಿದೆ. — [81, 1150, 489, 1393]
lead-col-4: ಟ್ಯೂಬ್ ರೋಸ್, ಜರ್ಬೆರಾ, ಆಂಥೂರಿಯಂ, ಲಿಲ್ಲಿ, ಆರ್ಕಿಡ್, ಸೆಲೋಸಿಯಾ, ಪೆಟೂನಿಯಾ ಸೇರಿದಂತೆ 28ಕ್ಕೂ ಹೆಚ್ಚು ತಳಿಯ ಹೂವುಗಳ ಗಿಡಗಳನ್ನು ಬೆಳೆಸಲಾಗಿದೆ. ಹೂವಿನ ಗಿಡಗಳ ಆರೈಕೆಗೆ ಪ್ರತಿದಿನ ನೀರು, ಗೊಬ್ಬರ ನೀಡಲಾಗುತ್ತಿದೆ. ಸೆಪ್ಟೆಂಬರ್ ಅಂತ್ಯಕ್ಕೆ ಎಲ್ಲಾ ಗಿಡಗಳು ಹೂ ಬಿಡಲಿವೆ ಎಂದು ಅಧಿಕಾರಿಗಳು ತಿಳಿಸಿದ್ದಾರೆ. ಇದರಿಂದ ಪ್ರದರ್ಶನ ಆಕರ್ಷಕವಾಗಲಿದೆ. — [1081, 491, 1274, 642]
bsy-portrait — [369, 175, 489, 320]
glasshouse-body: ಕುಪ್ಪಣ್ಣ ಪಾರ್ಕ್‌ನಲ್ಲಿರುವ ಗಾಜಿನ ಮನೆಯಲ್ಲಿ ಈ ಬಾರಿ ದೆಹಲಿಯ ಕೆಂಪುಕೋಟೆ ವಿವಿಧ ಬಣ್ಣದ ಲಕ್ಷಾಂತರ ಗುಲಾಬಿ ಹೂವಿನಿಂದ ಮೂಡುವುದು ಎಂದು ಹೇಳಲಾಗುತ್ತಿದೆ. ಪ್ರತಿ ವರ್ಷ ಒಂದೊಂದು ಆಕೃತಿ ಹೂವುಗಳಿಂದಲೇ ನಿರ್ಮಿಸಲಾಗುತ್ತದೆ. ಹಾಗಾಗಿ ಈ ಬಾರಿ ಕೆಂಪುಕೋಟೆ ಹಾಗೂ ಏರ್ ಫೋರ್ಸ್ ತರಬೇತಿ ಹುಕ್ಕಲ್ಲಿನ ಸಜ್ಜುಗೊಳಿಸುವುದು ಮೇಳೈಸಲಿದೆ. — [911, 359, 1265, 425]
circular-point: ಉತ್ಸವಕ್ಕೆ ಮುಂಚಿತವಾಗಿ ನಾಗರಿಕ ಸಮಿತಿ, ಮೊಹಲ್ಲಾ ಸಮಿತಿ, ಶಾಂತಿ ಸಮಿತಿ ಸಭೆ ನಡೆಸುವುದು. — [81, 2146, 489, 2163]
page-number: 8 — [124, 83, 148, 122]
bullet-dot — [841, 259, 857, 275]
article-students — [503, 1361, 1078, 1740]
